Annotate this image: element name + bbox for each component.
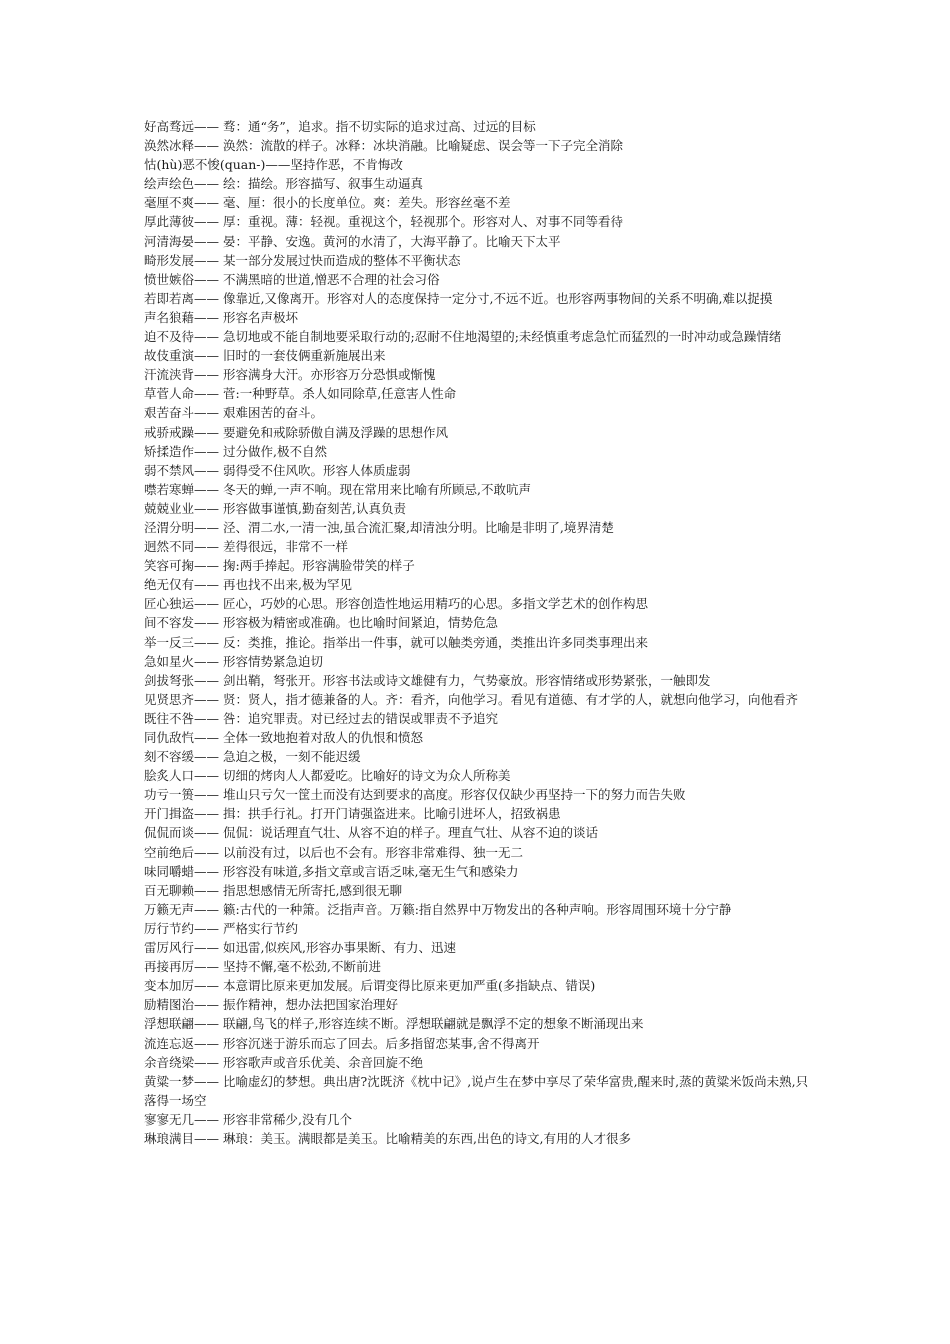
idiom-entry bbox=[144, 881, 812, 900]
idiom-entry bbox=[144, 1072, 812, 1110]
idiom-definition: 指思想感情无所寄托,感到很无聊 bbox=[223, 882, 402, 898]
idiom-definition: 剑出鞘，弩张开。形容书法或诗文雄健有力，气势豪放。形容情绪或形势紧张，一触即发 bbox=[223, 672, 711, 688]
idiom-definition: 联翩,鸟飞的样子,形容连续不断。浮想联翩就是飘浮不定的想象不断涌现出来 bbox=[223, 1016, 644, 1032]
idiom-entry bbox=[144, 365, 812, 384]
idiom-term: 泾渭分明—— bbox=[144, 519, 220, 535]
idiom-term: 急如星火—— bbox=[144, 653, 220, 669]
idiom-term: 若即若离—— bbox=[144, 290, 220, 306]
idiom-entry bbox=[144, 442, 812, 461]
idiom-definition: 骛：通“务”，追求。指不切实际的追求过高、过远的目标 bbox=[223, 119, 536, 134]
idiom-entry bbox=[144, 1053, 812, 1072]
idiom-term: 琳琅满目—— bbox=[144, 1130, 220, 1146]
idiom-term: 再接再厉—— bbox=[144, 959, 220, 975]
idiom-term: 侃侃而谈—— bbox=[144, 825, 220, 841]
idiom-term: 怙(hù)恶不悛(quan-)——坚持作恶，不肯悔改 bbox=[144, 157, 403, 173]
idiom-definition: 冬天的蝉,一声不响。现在常用来比喻有所顾忌,不敢吭声 bbox=[223, 481, 531, 497]
idiom-term: 河清海晏—— bbox=[144, 233, 220, 249]
idiom-term: 开门揖盗—— bbox=[144, 806, 220, 822]
idiom-term: 艰苦奋斗—— bbox=[144, 405, 220, 421]
idiom-term: 剑拔弩张—— bbox=[144, 672, 220, 688]
idiom-entry bbox=[144, 537, 812, 556]
idiom-term: 浮想联翩—— bbox=[144, 1016, 220, 1032]
idiom-term: 流连忘返—— bbox=[144, 1035, 220, 1051]
idiom-definition: 琳琅：美玉。满眼都是美玉。比喻精美的东西,出色的诗文,有用的人才很多 bbox=[223, 1130, 631, 1146]
idiom-definition: 形容满身大汗。亦形容万分恐惧或惭愧 bbox=[223, 367, 436, 383]
idiom-entry bbox=[144, 308, 812, 327]
idiom-term: 毫厘不爽—— bbox=[144, 195, 220, 211]
idiom-entry bbox=[144, 403, 812, 422]
idiom-term: 百无聊赖—— bbox=[144, 882, 220, 898]
idiom-definition: 坚持不懈,毫不松劲,不断前进 bbox=[223, 959, 381, 975]
idiom-entry bbox=[144, 423, 812, 442]
idiom-entry bbox=[144, 766, 812, 785]
idiom-entry bbox=[144, 957, 812, 976]
idiom-definition: 侃侃：说话理直气壮、从容不迫的样子。理直气壮、从容不迫的谈话 bbox=[223, 825, 599, 841]
idiom-entry bbox=[144, 117, 812, 136]
idiom-term: 厚此薄彼—— bbox=[144, 214, 220, 230]
idiom-term: 功亏一篑—— bbox=[144, 787, 220, 803]
idiom-entry bbox=[144, 843, 812, 862]
idiom-definition: 振作精神，想办法把国家治理好 bbox=[223, 997, 399, 1013]
idiom-entry bbox=[144, 652, 812, 671]
idiom-definition: 形容没有味道,多指文章或言语乏味,毫无生气和感染力 bbox=[223, 863, 519, 879]
idiom-definition: 晏：平静、安逸。黄河的水清了，大海平静了。比喻天下太平 bbox=[223, 233, 561, 249]
idiom-term: 寥寥无几—— bbox=[144, 1111, 220, 1127]
document-page bbox=[144, 117, 812, 1148]
idiom-term: 汗流浃背—— bbox=[144, 367, 220, 383]
idiom-entry bbox=[144, 575, 812, 594]
idiom-term: 戒骄戒躁—— bbox=[144, 424, 220, 440]
idiom-definition: 反：类推，推论。指举出一件事，就可以触类旁通，类推出许多同类事理出来 bbox=[223, 634, 649, 650]
idiom-term: 举一反三—— bbox=[144, 634, 220, 650]
idiom-entry bbox=[144, 289, 812, 308]
idiom-term: 畸形发展—— bbox=[144, 252, 220, 268]
idiom-definition: 差得很远，非常不一样 bbox=[223, 539, 349, 555]
idiom-definition: 急切地或不能自制地要采取行动的;忍耐不住地渴望的;未经慎重考虑急忙而猛烈的一时冲动或急躁情绪 bbox=[223, 329, 782, 345]
idiom-definition: 要避免和戒除骄傲自满及浮躁的思想作风 bbox=[223, 424, 449, 440]
idiom-entry bbox=[144, 174, 812, 193]
idiom-term: 变本加厉—— bbox=[144, 978, 220, 994]
idiom-entry bbox=[144, 136, 812, 155]
idiom-definition: 厚：重视。薄：轻视。重视这个，轻视那个。形容对人、对事不同等看待 bbox=[223, 214, 624, 230]
idiom-term: 弱不禁风—— bbox=[144, 462, 220, 478]
idiom-definition: 切细的烤肉人人都爱吃。比喻好的诗文为众人所称美 bbox=[223, 768, 511, 784]
idiom-entry bbox=[144, 862, 812, 881]
idiom-entry bbox=[144, 976, 812, 995]
idiom-entry bbox=[144, 804, 812, 823]
idiom-entry bbox=[144, 633, 812, 652]
idiom-term: 脍炙人口—— bbox=[144, 768, 220, 784]
idiom-term: 间不容发—— bbox=[144, 615, 220, 631]
idiom-term: 故伎重演—— bbox=[144, 348, 220, 364]
idiom-entry bbox=[144, 384, 812, 403]
idiom-term: 空前绝后—— bbox=[144, 844, 220, 860]
idiom-definition: 急迫之极，一刻不能迟缓 bbox=[223, 749, 361, 765]
idiom-term: 迥然不同—— bbox=[144, 539, 220, 555]
idiom-entry bbox=[144, 785, 812, 804]
idiom-entry bbox=[144, 1110, 812, 1129]
idiom-term: 厉行节约—— bbox=[144, 920, 220, 936]
idiom-entry bbox=[144, 1014, 812, 1033]
idiom-entry bbox=[144, 327, 812, 346]
idiom-entry bbox=[144, 900, 812, 919]
idiom-definition: 如迅雷,似疾风,形容办事果断、有力、迅速 bbox=[223, 940, 456, 956]
idiom-entry bbox=[144, 823, 812, 842]
idiom-definition: 旧时的一套伎俩重新施展出来 bbox=[223, 348, 386, 364]
idiom-term: 迫不及待—— bbox=[144, 329, 220, 345]
idiom-term: 味同嚼蜡—— bbox=[144, 863, 220, 879]
idiom-definition: 比喻虚幻的梦想。典出唐?沈既济《枕中记》,说卢生在梦中享尽了荣华富贵,醒来时,蒸的黄粱米饭尚未熟,只落得一场空 bbox=[144, 1073, 809, 1108]
idiom-entry bbox=[144, 1034, 812, 1053]
idiom-term: 雷厉风行—— bbox=[144, 940, 220, 956]
idiom-term: 噤若寒蝉—— bbox=[144, 481, 220, 497]
idiom-entry bbox=[144, 709, 812, 728]
idiom-definition: 不满黑暗的世道,憎恶不合理的社会习俗 bbox=[223, 271, 440, 287]
idiom-definition: 籁:古代的一种箫。泛指声音。万籁:指自然界中万物发出的各种声响。形容周围环境十分宁静 bbox=[223, 901, 732, 917]
idiom-definition: 泾、渭二水,一清一浊,虽合流汇聚,却清浊分明。比喻是非明了,境界清楚 bbox=[223, 519, 614, 535]
idiom-definition: 像靠近,又像离开。形容对人的态度保持一定分寸,不远不近。也形容两事物间的关系不明确,难以捉摸 bbox=[223, 290, 773, 306]
idiom-definition: 全体一致地抱着对敌人的仇恨和愤怒 bbox=[223, 730, 424, 745]
idiom-definition: 揖：拱手行礼。打开门请强盗进来。比喻引进坏人，招致祸患 bbox=[223, 806, 561, 822]
idiom-definition: 毫、厘：很小的长度单位。爽：差失。形容丝毫不差 bbox=[223, 195, 511, 211]
idiom-definition: 堆山只亏欠一筐土而没有达到要求的高度。形容仅仅缺少再坚持一下的努力而告失败 bbox=[223, 787, 686, 803]
idiom-entry bbox=[144, 919, 812, 938]
idiom-definition: 形容歌声或音乐优美、余音回旋不绝 bbox=[223, 1054, 424, 1070]
idiom-definition: 匠心，巧妙的心思。形容创造性地运用精巧的心思。多指文学艺术的创作构思 bbox=[223, 596, 649, 612]
idiom-definition: 形容沉迷于游乐而忘了回去。后多指留恋某事,舍不得离开 bbox=[223, 1035, 540, 1051]
idiom-entry bbox=[144, 155, 812, 174]
idiom-entry bbox=[144, 995, 812, 1014]
idiom-term: 万籁无声—— bbox=[144, 901, 220, 917]
idiom-definition: 菅:一种野草。杀人如同除草,任意害人性命 bbox=[223, 386, 457, 402]
idiom-term: 励精图治—— bbox=[144, 997, 220, 1013]
idiom-entry bbox=[144, 232, 812, 251]
idiom-entry bbox=[144, 1129, 812, 1148]
idiom-definition: 绘：描绘。形容描写、叙事生动逼真 bbox=[223, 176, 424, 192]
idiom-definition: 某一部分发展过快而造成的整体不平衡状态 bbox=[223, 252, 461, 268]
idiom-entry bbox=[144, 594, 812, 613]
idiom-entry bbox=[144, 556, 812, 575]
idiom-definition: 形容情势紧急迫切 bbox=[223, 653, 324, 669]
idiom-entry bbox=[144, 747, 812, 766]
idiom-term: 兢兢业业—— bbox=[144, 500, 220, 516]
idiom-entry bbox=[144, 518, 812, 537]
idiom-definition: 形容非常稀少,没有几个 bbox=[223, 1111, 352, 1127]
idiom-entry bbox=[144, 499, 812, 518]
idiom-term: 同仇敌忾—— bbox=[144, 730, 220, 745]
idiom-term: 愤世嫉俗—— bbox=[144, 271, 220, 287]
idiom-term: 笑容可掬—— bbox=[144, 558, 220, 574]
idiom-term: 黄粱一梦—— bbox=[144, 1073, 220, 1089]
idiom-entry bbox=[144, 480, 812, 499]
idiom-definition: 弱得受不住风吹。形容人体质虚弱 bbox=[223, 462, 411, 478]
idiom-term: 见贤思齐—— bbox=[144, 691, 220, 707]
idiom-definition: 以前没有过，以后也不会有。形容非常难得、独一无二 bbox=[223, 844, 524, 860]
idiom-definition: 艰难困苦的奋斗。 bbox=[223, 405, 324, 421]
idiom-term: 涣然冰释—— bbox=[144, 138, 220, 154]
idiom-term: 好高骛远—— bbox=[144, 119, 220, 134]
idiom-term: 矫揉造作—— bbox=[144, 443, 220, 459]
idiom-entry bbox=[144, 193, 812, 212]
idiom-definition: 形容极为精密或准确。也比喻时间紧迫，情势危急 bbox=[223, 615, 499, 631]
idiom-definition: 过分做作,极不自然 bbox=[223, 443, 327, 459]
idiom-entry bbox=[144, 346, 812, 365]
idiom-definition: 形容名声极坏 bbox=[223, 309, 299, 325]
idiom-term: 声名狼藉—— bbox=[144, 309, 220, 325]
idiom-entry bbox=[144, 251, 812, 270]
idiom-definition: 贤：贤人，指才德兼备的人。齐：看齐，向他学习。看见有道德、有才学的人，就想向他学习，向他看齐 bbox=[223, 691, 799, 707]
idiom-definition: 形容做事谨慎,勤奋刻苦,认真负责 bbox=[223, 500, 406, 516]
idiom-term: 余音绕梁—— bbox=[144, 1054, 220, 1070]
idiom-definition: 咎：追究罪责。对已经过去的错误或罪责不予追究 bbox=[223, 710, 499, 726]
idiom-entry bbox=[144, 690, 812, 709]
idiom-term: 既往不咎—— bbox=[144, 710, 220, 726]
idiom-term: 绝无仅有—— bbox=[144, 577, 220, 593]
idiom-entry bbox=[144, 461, 812, 480]
idiom-entry bbox=[144, 728, 812, 747]
idiom-entry bbox=[144, 613, 812, 632]
idiom-term: 草菅人命—— bbox=[144, 386, 220, 402]
idiom-definition: 严格实行节约 bbox=[223, 920, 299, 936]
idiom-entry bbox=[144, 212, 812, 231]
idiom-term: 刻不容缓—— bbox=[144, 749, 220, 765]
idiom-entry bbox=[144, 671, 812, 690]
idiom-definition: 掬:两手捧起。形容满脸带笑的样子 bbox=[223, 558, 415, 574]
idiom-definition: 涣然：流散的样子。冰释：冰块消融。比喻疑虑、误会等一下子完全消除 bbox=[223, 138, 624, 154]
idiom-entry bbox=[144, 938, 812, 957]
idiom-term: 匠心独运—— bbox=[144, 596, 220, 612]
idiom-definition: 本意谓比原来更加发展。后谓变得比原来更加严重(多指缺点、错误) bbox=[223, 978, 596, 994]
idiom-entry bbox=[144, 270, 812, 289]
idiom-definition: 再也找不出来,极为罕见 bbox=[223, 577, 352, 593]
idiom-term: 绘声绘色—— bbox=[144, 176, 220, 192]
